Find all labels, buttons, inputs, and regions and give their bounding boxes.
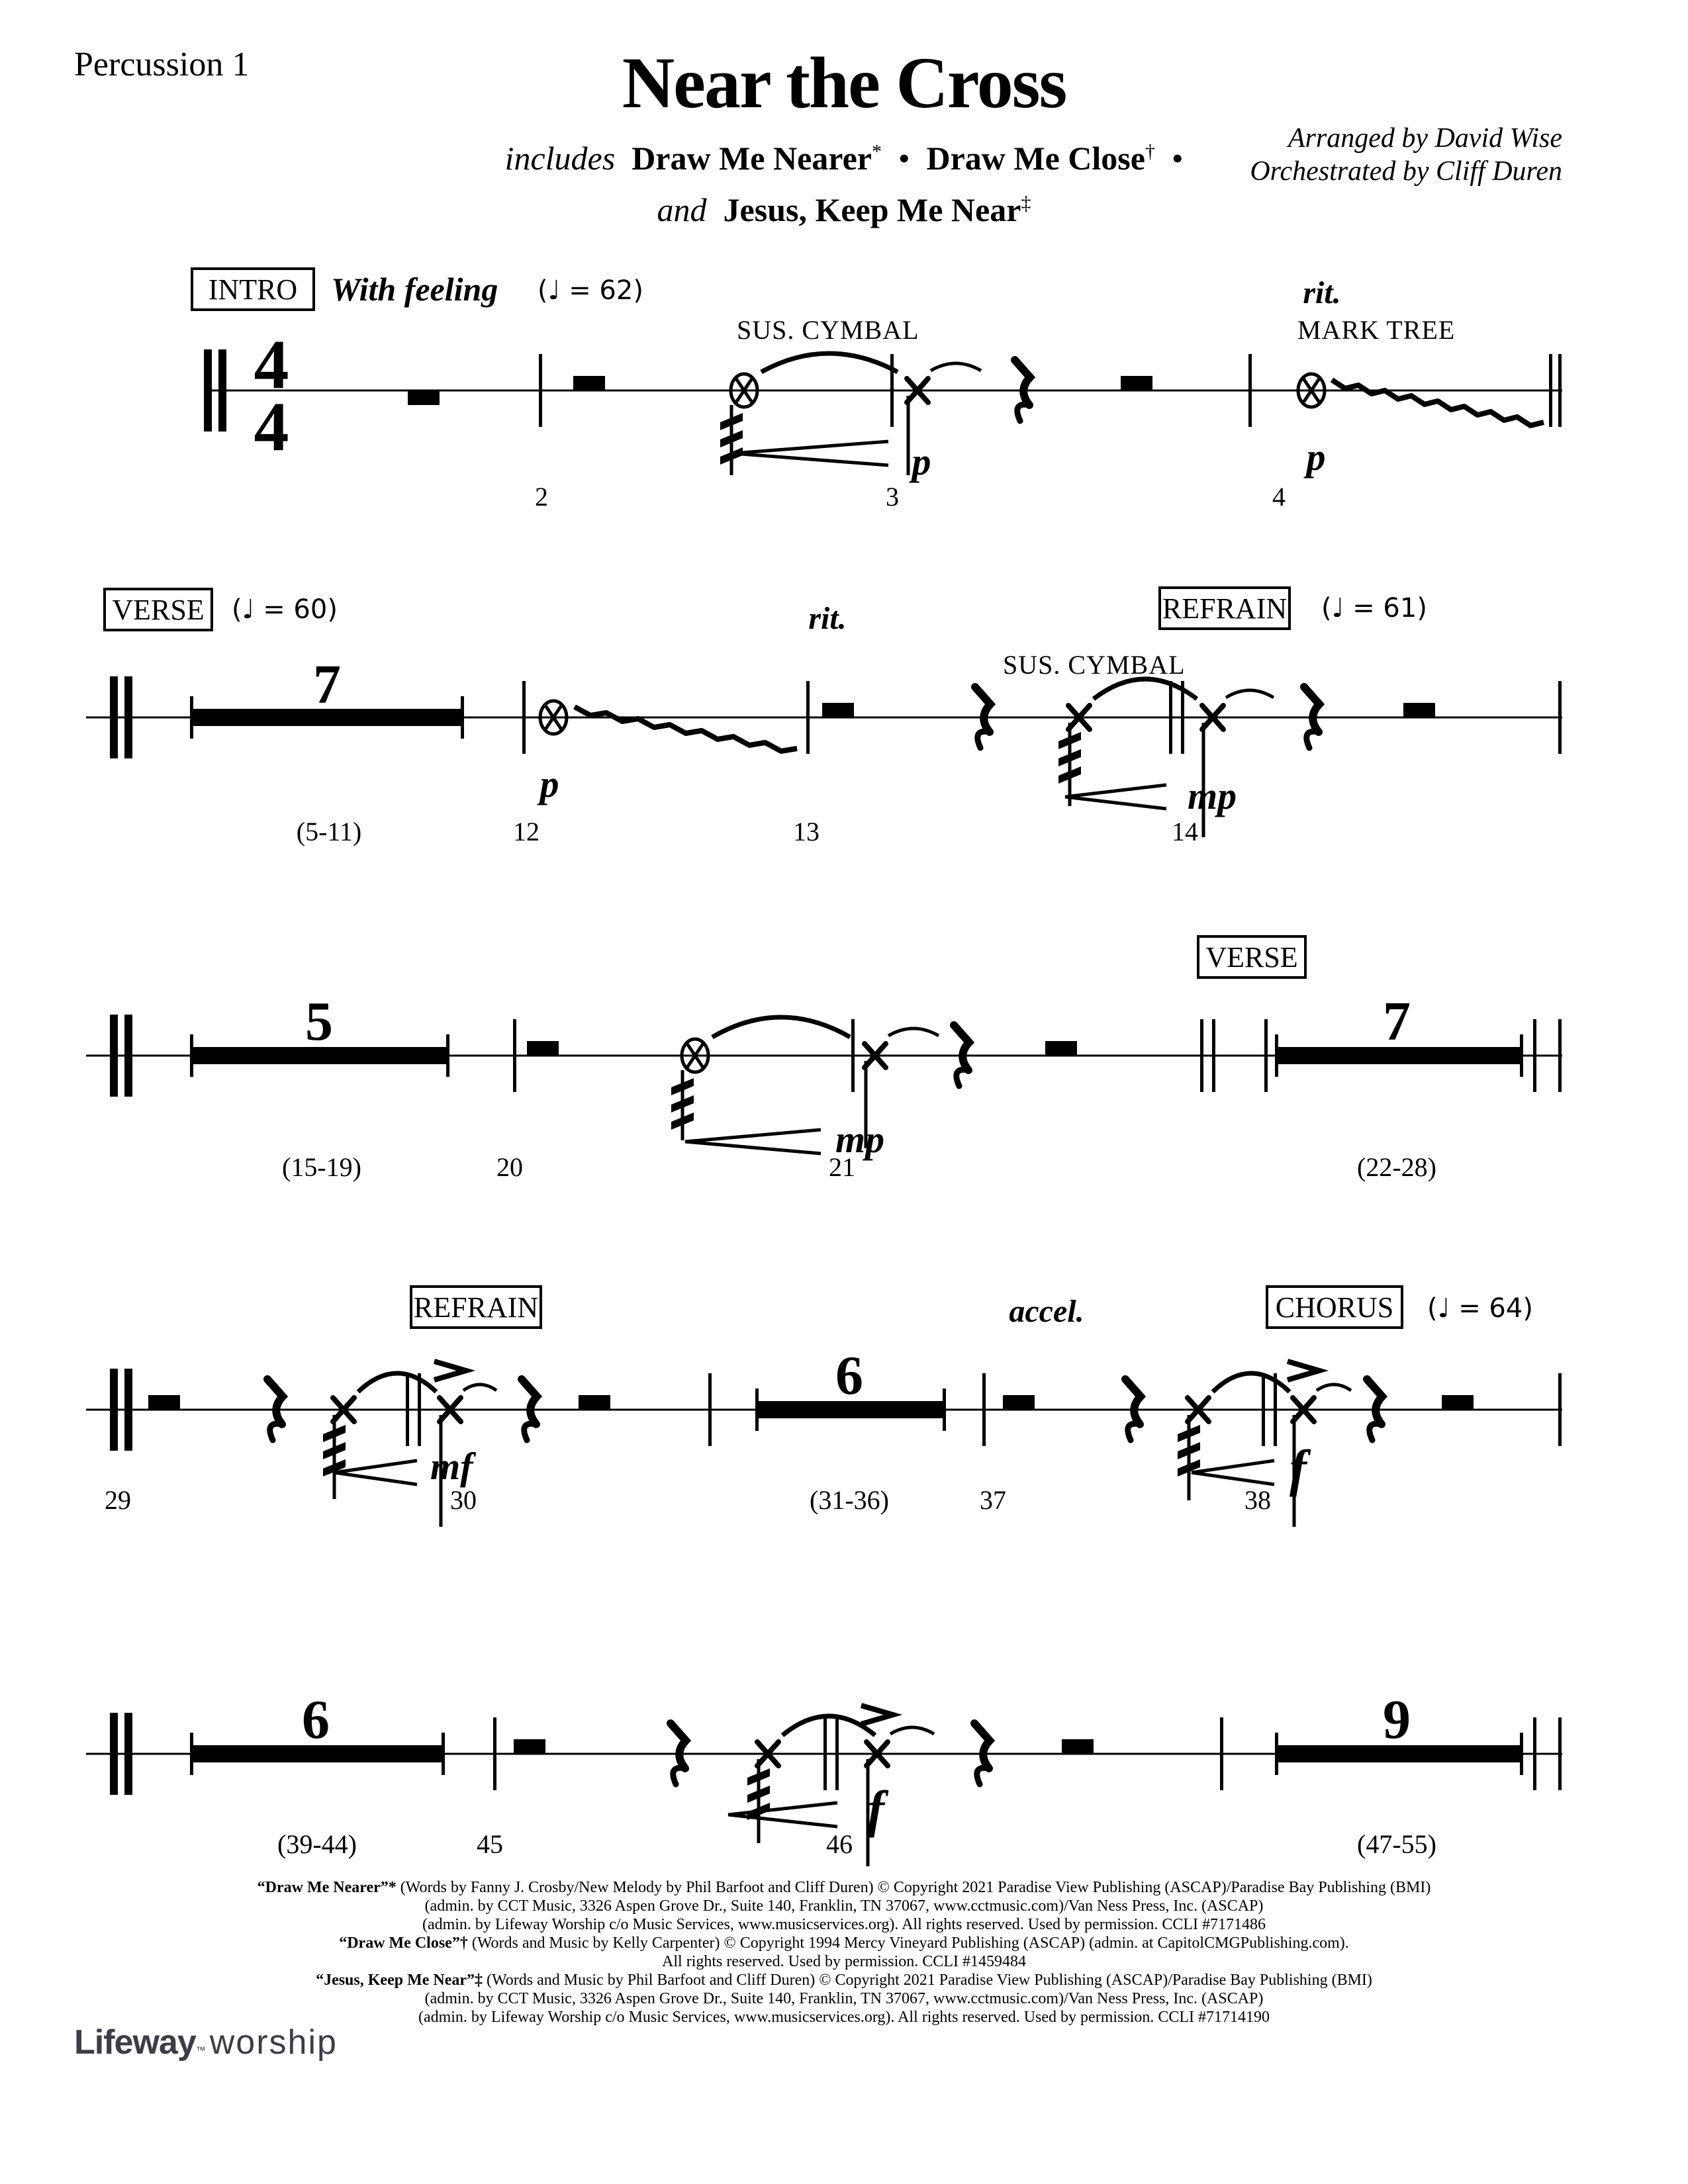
half-rest-icon bbox=[1403, 703, 1435, 717]
measure-number: 29 bbox=[105, 1485, 131, 1515]
double-barline bbox=[1212, 1019, 1215, 1092]
tie bbox=[931, 363, 981, 371]
measure-number: 45 bbox=[477, 1829, 503, 1859]
section-label-chorus: CHORUS bbox=[1275, 1291, 1394, 1324]
dynamic-f: f bbox=[867, 1780, 884, 1838]
barline bbox=[806, 681, 810, 754]
tempo-marking: (♩ = 64) bbox=[1427, 1293, 1533, 1324]
half-rest-icon bbox=[579, 1395, 610, 1410]
double-barline bbox=[406, 1373, 409, 1446]
instrument-label-sus-cymbal: SUS. CYMBAL bbox=[1003, 650, 1186, 680]
copyright-text: (Words by Fanny J. Crosby/New Melody by Phil Barfoot and Cliff Duren) © Copyright 2021 Paradise View Publishing (ASCAP)/Paradise Bay Publishing (BMI) bbox=[396, 1879, 1431, 1896]
lifeway-worship-logo bbox=[74, 2023, 338, 2062]
multirest-count: 5 bbox=[305, 991, 333, 1052]
measure-number: 2 bbox=[535, 482, 548, 512]
tie bbox=[1226, 690, 1274, 698]
section-label-intro: INTRO bbox=[208, 273, 298, 306]
accent-icon bbox=[434, 1361, 466, 1380]
copyright-text: (admin. by CCT Music, 3326 Aspen Grove Dr., Suite 140, Franklin, TN 37067, www.cctmusic.com)/Van Ness Press, Inc. (ASCAP) bbox=[424, 1897, 1264, 1915]
section-label-verse: VERSE bbox=[112, 594, 205, 626]
credits bbox=[1250, 122, 1562, 188]
begin-double-barline bbox=[110, 676, 118, 758]
system-1 bbox=[0, 265, 1688, 529]
half-rest-icon bbox=[1442, 1395, 1474, 1410]
barline bbox=[708, 1373, 712, 1446]
half-rest-icon bbox=[1045, 1041, 1077, 1056]
system-4 bbox=[0, 1281, 1688, 1559]
medley-title-2: Draw Me Close bbox=[926, 140, 1145, 177]
measure-range: (5-11) bbox=[296, 817, 362, 846]
rit-marking: rit. bbox=[1303, 275, 1341, 310]
barline bbox=[982, 1373, 986, 1446]
tremolo-roll-icon bbox=[1058, 732, 1081, 784]
half-rest-icon bbox=[527, 1041, 559, 1056]
begin-double-barline bbox=[124, 1713, 132, 1795]
instrument-label-mark-tree: MARK TREE bbox=[1297, 315, 1456, 345]
slur bbox=[1213, 1373, 1289, 1392]
measure-number: 30 bbox=[450, 1485, 477, 1515]
system-3 bbox=[0, 923, 1688, 1205]
copyright-text: (admin. by Lifeway Worship c/o Music Services, www.musicservices.org). All rights reserved. Used by permission. CCLI #7171486 bbox=[422, 1916, 1266, 1933]
tremolo-roll-icon bbox=[671, 1078, 694, 1130]
copyright-line bbox=[0, 1934, 1688, 1952]
bullet-icon: • bbox=[898, 140, 910, 177]
medley-mark-2: † bbox=[1145, 140, 1155, 163]
tie bbox=[1317, 1385, 1351, 1390]
barline bbox=[1558, 681, 1562, 754]
system-5 bbox=[0, 1628, 1688, 1873]
begin-double-barline bbox=[110, 1015, 118, 1097]
time-signature-top: 4 bbox=[254, 326, 289, 403]
barline bbox=[513, 1019, 516, 1092]
dynamic-p: p bbox=[539, 762, 559, 805]
end-double-barline bbox=[1533, 1717, 1536, 1790]
section-label-refrain: REFRAIN bbox=[1162, 592, 1288, 625]
slur bbox=[782, 1716, 875, 1735]
tremolo-roll-icon bbox=[1178, 1425, 1200, 1477]
measure-number: 20 bbox=[496, 1152, 523, 1182]
end-double-barline bbox=[1558, 354, 1562, 427]
copyright-line bbox=[0, 1897, 1688, 1915]
song-title-bold: “Draw Me Nearer”* bbox=[257, 1879, 397, 1896]
begin-double-barline bbox=[110, 1713, 118, 1795]
tie bbox=[463, 1385, 496, 1390]
dynamic-mp: mp bbox=[1188, 774, 1237, 817]
measure-number: 21 bbox=[829, 1152, 855, 1182]
orchestrator-credit: Orchestrated by Cliff Duren bbox=[1250, 156, 1562, 187]
measure-number: 14 bbox=[1172, 817, 1198, 846]
whole-rest-icon bbox=[408, 390, 440, 405]
slur bbox=[712, 1017, 850, 1037]
rit-marking: rit. bbox=[808, 601, 847, 636]
medley-subtitle-line2 bbox=[0, 191, 1688, 229]
tremolo-roll-icon bbox=[720, 413, 743, 465]
multirest-count: 6 bbox=[835, 1345, 863, 1406]
copyright-line bbox=[0, 1915, 1688, 1934]
half-rest-icon bbox=[514, 1739, 545, 1754]
half-rest-icon bbox=[1121, 376, 1152, 390]
measure-range: (15-19) bbox=[282, 1152, 361, 1182]
measure-number: 38 bbox=[1244, 1485, 1271, 1515]
copyright-line bbox=[0, 1971, 1688, 1989]
end-double-barline bbox=[1549, 354, 1552, 427]
double-barline bbox=[835, 1717, 839, 1790]
measure-number: 3 bbox=[886, 482, 899, 512]
medley-title-1: Draw Me Nearer bbox=[632, 140, 872, 177]
barline bbox=[522, 681, 526, 754]
crescendo-hairpin bbox=[733, 441, 888, 465]
copyright-text: (Words and Music by Kelly Carpenter) © Copyright 1994 Mercy Vineyard Publishing (ASCAP) (admin. at CapitolCMGPublishing.com). bbox=[467, 1934, 1349, 1952]
measure-range: (31-36) bbox=[810, 1485, 889, 1515]
half-rest-icon bbox=[148, 1395, 180, 1410]
double-barline bbox=[1169, 681, 1172, 754]
begin-double-barline bbox=[124, 676, 132, 758]
double-barline bbox=[823, 1717, 827, 1790]
measure-range: (47-55) bbox=[1357, 1829, 1436, 1859]
time-signature-bottom: 4 bbox=[254, 388, 289, 465]
half-rest-icon bbox=[1062, 1739, 1094, 1754]
double-barline bbox=[418, 1373, 421, 1446]
multirest-count: 7 bbox=[313, 654, 341, 715]
tie bbox=[890, 1727, 934, 1734]
barline bbox=[1220, 1717, 1223, 1790]
half-rest-icon bbox=[573, 376, 605, 390]
accel-marking: accel. bbox=[1009, 1294, 1084, 1329]
copyright-line bbox=[0, 1989, 1688, 2008]
measure-range: (22-28) bbox=[1357, 1152, 1436, 1182]
part-name: Percussion 1 bbox=[74, 46, 250, 83]
end-double-barline bbox=[1558, 1717, 1562, 1790]
slur bbox=[358, 1373, 436, 1392]
medley-mark-1: * bbox=[871, 140, 882, 163]
arranger-credit: Arranged by David Wise bbox=[1288, 123, 1562, 154]
double-barline bbox=[1274, 1373, 1277, 1446]
double-barline bbox=[1262, 1373, 1265, 1446]
measure-range: (39-44) bbox=[277, 1829, 357, 1859]
multirest-count: 6 bbox=[302, 1689, 330, 1751]
gliss-wavy-line bbox=[575, 707, 797, 751]
barline bbox=[539, 354, 542, 427]
barline bbox=[1248, 354, 1252, 427]
section-label-verse: VERSE bbox=[1205, 941, 1298, 974]
dynamic-f: f bbox=[1289, 1439, 1307, 1497]
begin-double-barline bbox=[218, 349, 226, 432]
accent-icon bbox=[861, 1706, 893, 1724]
bullet-icon: • bbox=[1171, 140, 1184, 177]
begin-double-barline bbox=[124, 1369, 132, 1451]
dynamic-p: p bbox=[1306, 435, 1326, 478]
half-rest-icon bbox=[822, 703, 854, 717]
tie bbox=[888, 1028, 939, 1036]
double-barline bbox=[1181, 681, 1184, 754]
copyright-text: (admin. by CCT Music, 3326 Aspen Grove Dr., Suite 140, Franklin, TN 37067, www.cctmusic.com)/Van Ness Press, Inc. (ASCAP) bbox=[424, 1990, 1264, 2007]
crescendo-hairpin bbox=[334, 1461, 417, 1484]
measure-number: 4 bbox=[1272, 482, 1286, 512]
dynamic-p: p bbox=[912, 440, 931, 483]
measure-number: 37 bbox=[980, 1485, 1006, 1515]
logo-brand: Lifeway bbox=[74, 2023, 196, 2062]
tempo-marking: (♩ = 60) bbox=[232, 594, 338, 625]
slur bbox=[761, 353, 898, 372]
accent-icon bbox=[1288, 1361, 1319, 1380]
system-2 bbox=[0, 576, 1688, 860]
song-title-bold: “Jesus, Keep Me Near”‡ bbox=[316, 1972, 483, 1989]
includes-word: includes bbox=[504, 140, 616, 177]
end-double-barline bbox=[1533, 1019, 1536, 1092]
copyright-text: (admin. by Lifeway Worship c/o Music Services, www.musicservices.org). All rights reserved. Used by permission. CCLI #71714190 bbox=[418, 2009, 1270, 2026]
tempo-marking: (♩ = 62) bbox=[538, 275, 643, 306]
multirest-count: 9 bbox=[1383, 1689, 1411, 1751]
tremolo-roll-icon bbox=[323, 1425, 346, 1477]
copyright-line bbox=[0, 1878, 1688, 1897]
and-word: and bbox=[657, 191, 707, 228]
end-double-barline bbox=[1558, 1019, 1562, 1092]
begin-double-barline bbox=[124, 1015, 132, 1097]
begin-double-barline bbox=[110, 1369, 118, 1451]
double-barline bbox=[1200, 1019, 1203, 1092]
medley-title-3: Jesus, Keep Me Near bbox=[723, 191, 1021, 228]
half-rest-icon bbox=[1003, 1395, 1035, 1410]
crescendo-hairpin bbox=[1065, 785, 1166, 809]
gliss-wavy-line bbox=[1332, 380, 1544, 426]
copyright-block bbox=[0, 1878, 1688, 2026]
measure-number: 46 bbox=[826, 1829, 853, 1859]
tempo-marking: (♩ = 61) bbox=[1321, 593, 1427, 623]
measure-number: 13 bbox=[793, 817, 820, 846]
barline bbox=[493, 1717, 496, 1790]
instrument-label-sus-cymbal: SUS. CYMBAL bbox=[737, 315, 919, 345]
tempo-feel-text: With feeling bbox=[331, 271, 498, 308]
barline bbox=[851, 1019, 855, 1092]
song-title-bold: “Draw Me Close”† bbox=[339, 1934, 468, 1952]
page-title: Near the Cross bbox=[622, 42, 1066, 123]
crescendo-hairpin bbox=[728, 1803, 837, 1827]
copyright-line bbox=[0, 1952, 1688, 1971]
barline bbox=[1264, 1019, 1268, 1092]
barline bbox=[890, 354, 894, 427]
crescendo-hairpin bbox=[685, 1130, 821, 1154]
multirest-count: 7 bbox=[1383, 991, 1411, 1052]
crescendo-hairpin bbox=[1192, 1461, 1274, 1484]
section-label-refrain: REFRAIN bbox=[413, 1291, 539, 1324]
begin-double-barline bbox=[204, 349, 212, 432]
dynamic-mp: mp bbox=[835, 1118, 885, 1161]
logo-word: worship bbox=[209, 2023, 338, 2062]
measure-number: 12 bbox=[513, 817, 539, 846]
medley-mark-3: ‡ bbox=[1021, 192, 1031, 214]
barline bbox=[1558, 1373, 1562, 1446]
copyright-text: All rights reserved. Used by permission. CCLI #1459484 bbox=[662, 1953, 1026, 1970]
trademark-icon: ™ bbox=[195, 2045, 206, 2056]
dynamic-mf: mf bbox=[430, 1445, 473, 1488]
copyright-text: (Words and Music by Phil Barfoot and Cliff Duren) © Copyright 2021 Paradise View Publishing (ASCAP)/Paradise Bay Publishing (BMI) bbox=[483, 1972, 1372, 1989]
